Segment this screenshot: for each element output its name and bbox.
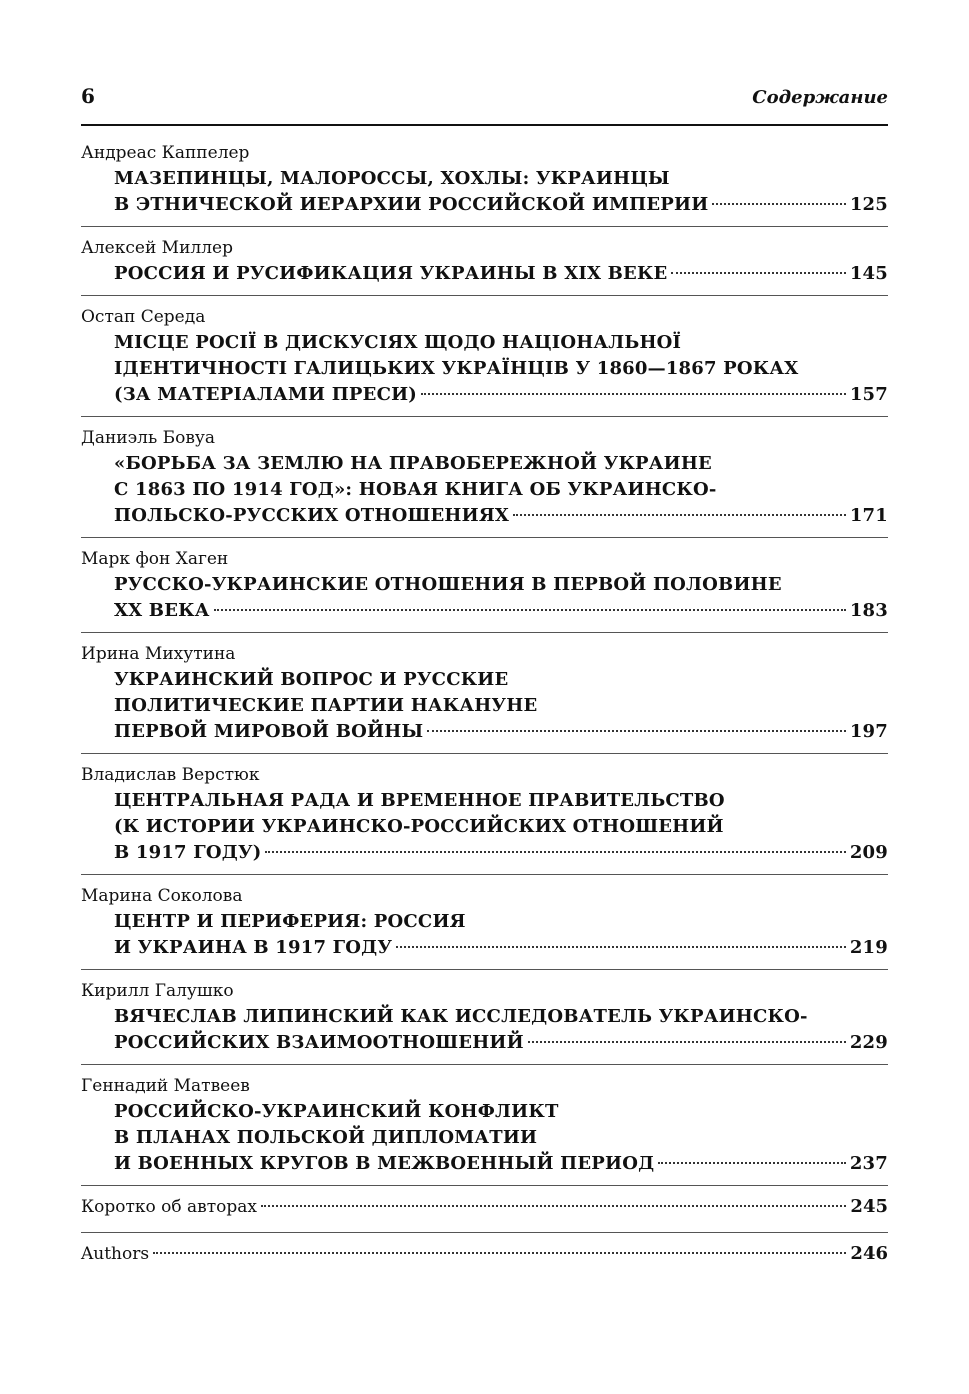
entry-author: Марина Соколова: [81, 886, 243, 906]
dot-leader: [513, 514, 846, 516]
entry-title: [81, 667, 888, 745]
entry-title-line: В 1917 ГОДУ): [114, 842, 262, 863]
entry-title-last-line: [114, 719, 888, 745]
entry-title-line: В ПЛАНАХ ПОЛЬСКОЙ ДИПЛОМАТИИ: [114, 1127, 538, 1148]
entry-author: Даниэль Бовуа: [81, 428, 216, 448]
entry-title-last-line: [114, 1030, 888, 1056]
entry-divider: [81, 416, 888, 417]
entry-title-last-line: [114, 1151, 888, 1177]
entry-title: [81, 909, 888, 961]
entry-title-line: РОССИЯ И РУСИФИКАЦИЯ УКРАИНЫ В XIX ВЕКЕ: [114, 263, 668, 284]
entry-title-line: В ЭТНИЧЕСКОЙ ИЕРАРХИИ РОССИЙСКОЙ ИМПЕРИИ: [114, 194, 709, 215]
entry-page-number: 219: [849, 937, 888, 958]
toc-entry: [81, 235, 888, 287]
dot-leader: [396, 946, 846, 948]
toc-page: [81, 84, 888, 1279]
entry-title-line: И ВОЕННЫХ КРУГОВ В МЕЖВОЕННЫЙ ПЕРИОД: [114, 1153, 655, 1174]
dot-leader: [658, 1162, 846, 1164]
entry-title-last-line: [114, 382, 888, 408]
entry-title-line: ПОЛИТИЧЕСКИЕ ПАРТИИ НАКАНУНЕ: [114, 695, 538, 716]
entry-title-line: ВЯЧЕСЛАВ ЛИПИНСКИЙ КАК ИССЛЕДОВАТЕЛЬ УКРАИНСКО-: [114, 1006, 808, 1027]
toc-entry: [81, 546, 888, 624]
entry-title-line: РОССИЙСКИХ ВЗАИМООТНОШЕНИЙ: [114, 1032, 524, 1053]
entry-title-line: ІДЕНТИЧНОСТІ ГАЛИЦЬКИХ УКРАЇНЦІВ У 1860—1867 РОКАХ: [114, 358, 799, 379]
entry-divider: [81, 537, 888, 538]
dot-leader: [421, 393, 846, 395]
entry-page-number: 229: [849, 1032, 888, 1053]
entry-title: [81, 451, 888, 529]
entry-author: Марк фон Хаген: [81, 549, 229, 569]
entry-author: Андреас Каппелер: [81, 143, 250, 163]
entry-page-number: 125: [849, 194, 888, 215]
entry-title: [81, 261, 888, 287]
back-matter-entry: [81, 1194, 888, 1220]
dot-leader: [261, 1205, 846, 1207]
entry-title-line: (К ИСТОРИИ УКРАИНСКО-РОССИЙСКИХ ОТНОШЕНИЙ: [114, 816, 724, 837]
dot-leader: [528, 1041, 846, 1043]
entry-author: Кирилл Галушко: [81, 981, 234, 1001]
entry-page-number: 183: [849, 600, 888, 621]
entry-divider: [81, 753, 888, 754]
entry-title-line: РУССКО-УКРАИНСКИЕ ОТНОШЕНИЯ В ПЕРВОЙ ПОЛОВИНЕ: [114, 574, 782, 595]
entry-title-last-line: [114, 840, 888, 866]
entry-divider: [81, 1185, 888, 1186]
toc-entry: [81, 304, 888, 408]
entry-title-line: ПОЛЬСКО-РУССКИХ ОТНОШЕНИЯХ: [114, 505, 510, 526]
entry-divider: [81, 226, 888, 227]
entry-title-line: С 1863 ПО 1914 ГОД»: НОВАЯ КНИГА ОБ УКРАИНСКО-: [114, 479, 717, 500]
entry-title-line: XX ВЕКА: [114, 600, 210, 621]
entry-page-number: 197: [849, 721, 888, 742]
entry-title: [81, 1004, 888, 1056]
back-matter-label: Коротко об авторах: [81, 1197, 258, 1217]
entry-author: Владислав Верстюк: [81, 765, 260, 785]
entry-author: Остап Середа: [81, 307, 206, 327]
entry-divider: [81, 295, 888, 296]
entry-title-line: «БОРЬБА ЗА ЗЕМЛЮ НА ПРАВОБЕРЕЖНОЙ УКРАИНЕ: [114, 453, 712, 474]
entry-divider: [81, 1232, 888, 1233]
toc-entry: [81, 140, 888, 218]
entry-page-number: 237: [849, 1153, 888, 1174]
entry-title-last-line: [114, 598, 888, 624]
back-matter-label: Authors: [81, 1244, 150, 1264]
entry-title-last-line: [114, 503, 888, 529]
entry-title: [81, 1099, 888, 1177]
dot-leader: [265, 851, 845, 853]
page-header: [81, 84, 888, 124]
entry-title-line: МІСЦЕ РОСІЇ В ДИСКУСІЯХ ЩОДО НАЦІОНАЛЬНОЇ: [114, 332, 682, 353]
entry-title-last-line: [114, 935, 888, 961]
entry-page-number: 145: [849, 263, 888, 284]
dot-leader: [427, 730, 846, 732]
entry-title: [81, 572, 888, 624]
entry-divider: [81, 1064, 888, 1065]
table-of-contents: [81, 140, 888, 1267]
back-matter-page-number: 246: [850, 1243, 888, 1264]
toc-entry: [81, 425, 888, 529]
entry-title-last-line: [114, 192, 888, 218]
entry-divider: [81, 632, 888, 633]
entry-title-line: ЦЕНТР И ПЕРИФЕРИЯ: РОССИЯ: [114, 911, 466, 932]
entry-title-line: УКРАИНСКИЙ ВОПРОС И РУССКИЕ: [114, 669, 509, 690]
dot-leader: [671, 272, 845, 274]
toc-entry: [81, 641, 888, 745]
entry-page-number: 157: [849, 384, 888, 405]
back-matter-entry: [81, 1241, 888, 1267]
entry-title-line: МАЗЕПИНЦЫ, МАЛОРОССЫ, ХОХЛЫ: УКРАИНЦЫ: [114, 168, 670, 189]
back-matter-page-number: 245: [850, 1196, 888, 1217]
running-title: Содержание: [752, 87, 888, 108]
entry-author: Ирина Михутина: [81, 644, 236, 664]
toc-entry: [81, 883, 888, 961]
entry-title-line: ПЕРВОЙ МИРОВОЙ ВОЙНЫ: [114, 721, 424, 742]
entry-title: [81, 330, 888, 408]
entry-title-line: (ЗА МАТЕРІАЛАМИ ПРЕСИ): [114, 384, 418, 405]
toc-entry: [81, 762, 888, 866]
entry-page-number: 171: [849, 505, 888, 526]
entry-title-line: ЦЕНТРАЛЬНАЯ РАДА И ВРЕМЕННОЕ ПРАВИТЕЛЬСТВО: [114, 790, 725, 811]
dot-leader: [214, 609, 846, 611]
entry-divider: [81, 969, 888, 970]
page-number: 6: [81, 84, 95, 108]
toc-entry: [81, 978, 888, 1056]
entry-title-line: РОССИЙСКО-УКРАИНСКИЙ КОНФЛИКТ: [114, 1101, 559, 1122]
entry-divider: [81, 874, 888, 875]
entry-author: Геннадий Матвеев: [81, 1076, 250, 1096]
toc-entry: [81, 1073, 888, 1177]
entry-title-last-line: [114, 261, 888, 287]
entry-title: [81, 166, 888, 218]
entry-author: Алексей Миллер: [81, 238, 233, 258]
entry-title-line: И УКРАИНА В 1917 ГОДУ: [114, 937, 393, 958]
dot-leader: [712, 203, 845, 205]
dot-leader: [153, 1252, 846, 1254]
header-rule: [81, 124, 888, 126]
entry-page-number: 209: [849, 842, 888, 863]
entry-title: [81, 788, 888, 866]
